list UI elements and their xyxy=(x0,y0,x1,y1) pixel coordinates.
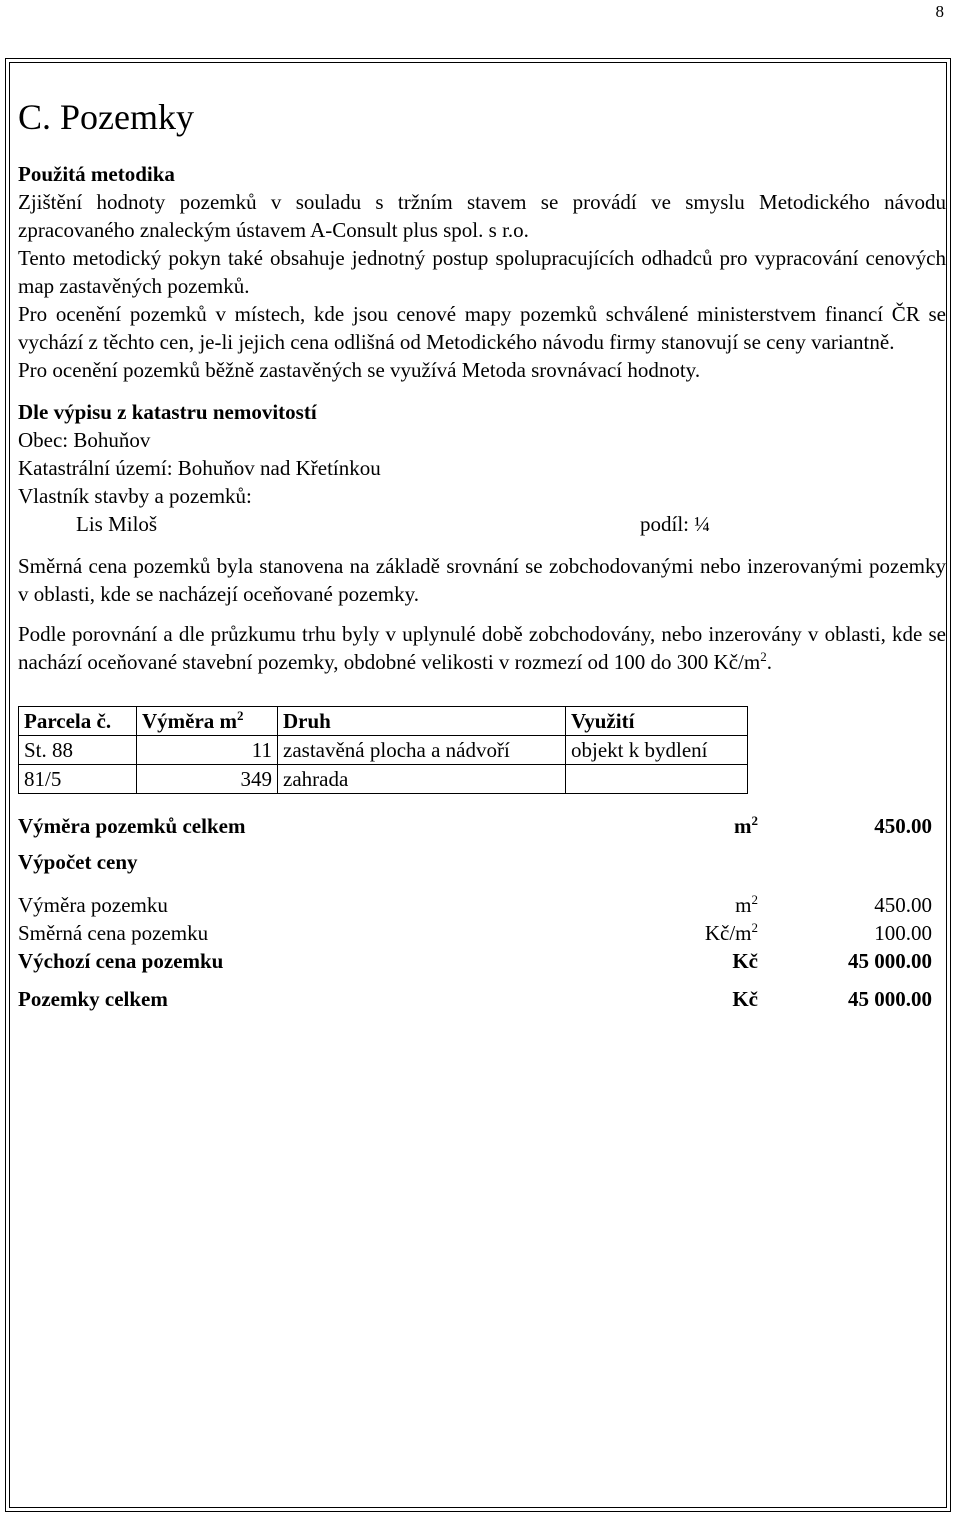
methodology-heading: Použitá metodika xyxy=(18,162,175,186)
price-label: Směrná cena pozemku xyxy=(18,921,209,945)
price-value: 100.00 xyxy=(874,921,932,945)
area-unit-sup: 2 xyxy=(751,892,758,907)
parcel-table-header xyxy=(19,707,748,736)
market-survey-sup: 2 xyxy=(760,649,767,664)
municipality: Obec: Bohuňov xyxy=(18,428,151,452)
header-use: Využití xyxy=(566,707,748,736)
cadastral-area: Katastrální území: Bohuňov nad Křetínkou xyxy=(18,456,381,480)
owner-row xyxy=(18,510,946,538)
area-unit xyxy=(735,891,758,919)
header-area-text: Výměra m xyxy=(142,708,238,733)
section-title: C. Pozemky xyxy=(18,97,194,137)
total-area-label: Výměra pozemků celkem xyxy=(18,814,246,838)
calc-heading-row xyxy=(18,848,946,876)
market-survey-end: . xyxy=(766,650,772,674)
price-row xyxy=(18,919,946,947)
header-parcel: Parcela č. xyxy=(19,707,137,736)
cell-type: zahrada xyxy=(278,765,566,794)
owner-label: Vlastník stavby a pozemků: xyxy=(18,484,252,508)
area-value: 450.00 xyxy=(874,893,932,917)
base-price-unit: Kč xyxy=(732,949,758,973)
total-area-unit-sup: 2 xyxy=(751,813,758,828)
land-total-label: Pozemky celkem xyxy=(18,987,168,1011)
page-number: 8 xyxy=(935,2,944,21)
base-price-row xyxy=(18,947,946,975)
base-price-label: Výchozí cena pozemku xyxy=(18,949,224,973)
methodology-paragraph-1: Zjištění hodnoty pozemků v souladu s tržním stavem se provádí ve smyslu Metodického návodu zpracovaného znaleckým ústavem A-Consult plus spol. s r.o. xyxy=(18,190,946,242)
land-total-value: 45 000.00 xyxy=(848,987,932,1011)
methodology-paragraph-3: Pro ocenění pozemků v místech, kde jsou cenové mapy pozemků schválené ministerstvem financí ČR se vychází z těchto cen, je-li jejich cena odlišná od Metodického návodu firmy stanovují se ceny variantně. xyxy=(18,302,946,354)
total-area-unit xyxy=(734,812,758,840)
price-unit-text: Kč/m xyxy=(704,921,752,945)
methodology-paragraph-2: Tento metodický pokyn také obsahuje jednotný postup spolupracujících odhadců pro vypracování cenových map zastavěných pozemků. xyxy=(18,246,946,298)
land-total-unit: Kč xyxy=(732,987,758,1011)
total-area-row xyxy=(18,812,946,840)
cadastre-heading: Dle výpisu z katastru nemovitostí xyxy=(18,400,317,424)
content xyxy=(18,96,946,1013)
table-row xyxy=(19,765,748,794)
market-survey-paragraph xyxy=(18,620,946,676)
price-unit-sup: 2 xyxy=(751,920,758,935)
cell-parcel: 81/5 xyxy=(19,765,137,794)
cell-area: 11 xyxy=(137,736,278,765)
base-price-value: 45 000.00 xyxy=(848,949,932,973)
total-area-unit-text: m xyxy=(734,814,752,838)
calc-heading: Výpočet ceny xyxy=(18,850,138,874)
total-area-value: 450.00 xyxy=(874,814,932,838)
cell-use: objekt k bydlení xyxy=(566,736,748,765)
parcel-table xyxy=(18,706,748,794)
land-total-row xyxy=(18,985,946,1013)
header-area xyxy=(137,707,278,736)
header-area-sup: 2 xyxy=(237,707,244,723)
header-type: Druh xyxy=(278,707,566,736)
cell-parcel: St. 88 xyxy=(19,736,137,765)
reference-price-paragraph: Směrná cena pozemků byla stanovena na základě srovnání se zobchodovanými nebo inzerovanými pozemky v oblasti, kde se nacházejí oceňované pozemky. xyxy=(18,554,946,606)
area-row xyxy=(18,891,946,919)
area-unit-text: m xyxy=(735,893,752,917)
cell-use xyxy=(566,765,748,794)
market-survey-text: Podle porovnání a dle průzkumu trhu byly v uplynulé době zobchodovány, nebo inzerovány v oblasti, kde se nachází oceňované stavební pozemky, obdobné velikosti v rozmezí od 100 do 300 Kč/m xyxy=(18,622,946,674)
owner-name: Lis Miloš xyxy=(76,512,158,536)
table-row xyxy=(19,736,748,765)
cell-type: zastavěná plocha a nádvoří xyxy=(278,736,566,765)
area-label: Výměra pozemku xyxy=(18,893,168,917)
methodology-paragraph-4: Pro ocenění pozemků běžně zastavěných se využívá Metoda srovnávací hodnoty. xyxy=(18,358,701,382)
cell-area: 349 xyxy=(137,765,278,794)
owner-share: podíl: ¼ xyxy=(640,512,711,536)
price-unit xyxy=(705,919,758,947)
